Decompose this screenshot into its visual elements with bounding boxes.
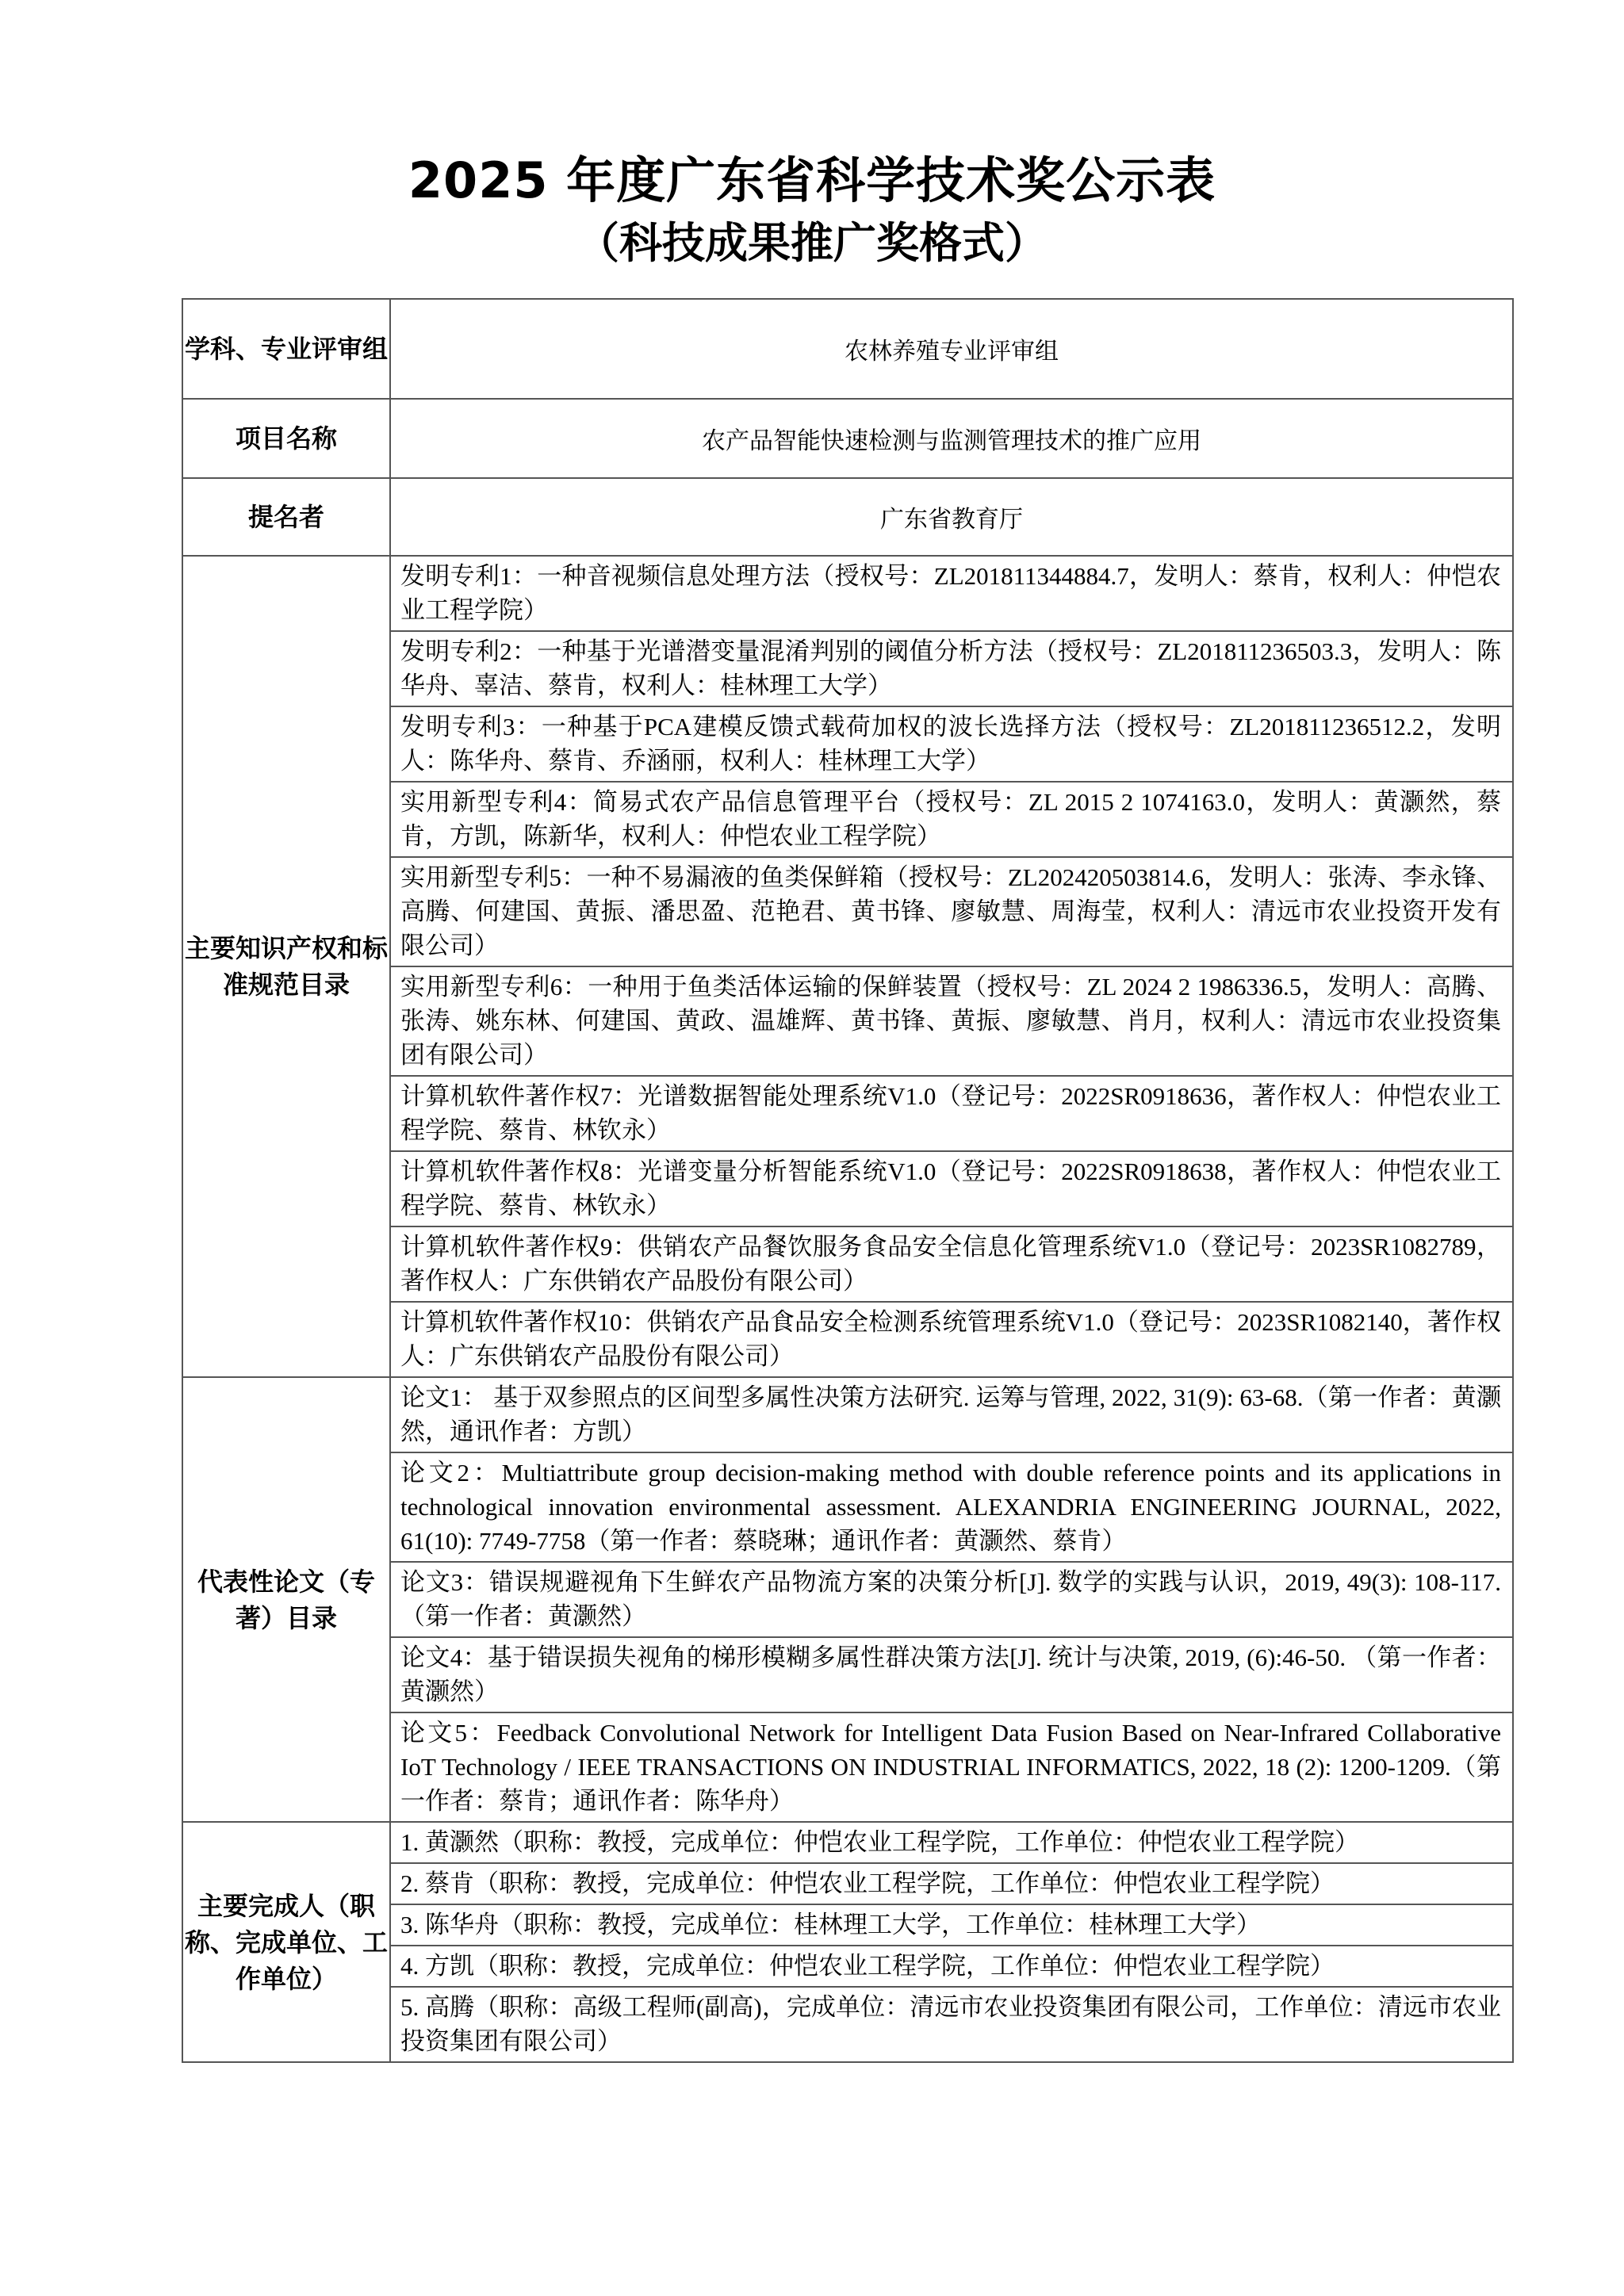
- paper-item: 论文3：错误规避视角下生鲜农产品物流方案的决策分析[J]. 数学的实践与认识，2019, 49(3): 108-117.（第一作者：黄灏然）: [391, 1563, 1512, 1638]
- person-item: 4. 方凯（职称：教授，完成单位：仲恺农业工程学院，工作单位：仲恺农业工程学院）: [391, 1946, 1512, 1988]
- nominator-label: 提名者: [182, 478, 390, 556]
- project-value: 农产品智能快速检测与监测管理技术的推广应用: [390, 399, 1513, 478]
- ip-item: 实用新型专利4：简易式农产品信息管理平台（授权号：ZL 2015 2 1074163.0，发明人：黄灏然，蔡肯，方凯，陈新华，权利人：仲恺农业工程学院）: [391, 783, 1512, 858]
- ip-item: 实用新型专利5：一种不易漏液的鱼类保鲜箱（授权号：ZL202420503814.6，发明人：张涛、李永锋、高腾、何建国、黄振、潘思盈、范艳君、黄书锋、廖敏慧、周海莹，权利人：清远市农业投资开发有限公司）: [391, 858, 1512, 967]
- people-row: [182, 1822, 1513, 2062]
- page-title: 2025 年度广东省科学技术奖公示表: [408, 151, 1216, 209]
- ip-row: [182, 556, 1513, 1377]
- person-item: 2. 蔡肯（职称：教授，完成单位：仲恺农业工程学院，工作单位：仲恺农业工程学院）: [391, 1864, 1512, 1905]
- panel-label: 学科、专业评审组: [182, 299, 390, 399]
- nominator-row: [182, 478, 1513, 556]
- people-list: [390, 1822, 1513, 2062]
- paper-item: 论文2：Multiattribute group decision-making method with double reference points and its applications in technological innovation environmental assessment. ALEXANDRIA ENGINEERING JOURNAL, 2022, 61(10): 7749-7758（第一作者：蔡晓琳；通讯作者：黄灏然、蔡肯）: [391, 1453, 1512, 1563]
- person-item: 1. 黄灏然（职称：教授，完成单位：仲恺农业工程学院，工作单位：仲恺农业工程学院）: [391, 1823, 1512, 1864]
- paper-item: 论文5：Feedback Convolutional Network for Intelligent Data Fusion Based on Near-Infrared Collaborative IoT Technology / IEEE TRANSACTIONS ON INDUSTRIAL INFORMATICS, 2022, 18 (2): 1200-1209.（第一作者：蔡肯；通讯作者：陈华舟）: [400, 1719, 1501, 1815]
- ip-label: 主要知识产权和标准规范目录: [182, 556, 390, 1377]
- paper-item: 论文1： 基于双参照点的区间型多属性决策方法研究. 运筹与管理, 2022, 31(9): 63-68.（第一作者：黄灏然，通讯作者：方凯）: [391, 1378, 1512, 1453]
- paper-item: 论文4：基于错误损失视角的梯形模糊多属性群决策方法[J]. 统计与决策, 2019, (6):46-50. （第一作者：黄灏然）: [391, 1638, 1512, 1713]
- papers-label: 代表性论文（专著）目录: [182, 1377, 390, 1822]
- panel-row: [182, 299, 1513, 399]
- page-subtitle: （科技成果推广奖格式）: [576, 218, 1048, 268]
- award-table: [182, 298, 1514, 2063]
- ip-item: 计算机软件著作权8：光谱变量分析智能系统V1.0（登记号：2022SR0918638，著作权人：仲恺农业工程学院、蔡肯、林钦永）: [391, 1152, 1512, 1227]
- panel-value: 农林养殖专业评审组: [390, 299, 1513, 399]
- ip-item: 计算机软件著作权9：供销农产品餐饮服务食品安全信息化管理系统V1.0（登记号：2023SR1082789，著作权人：广东供销农产品股份有限公司）: [391, 1227, 1512, 1303]
- ip-item: 计算机软件著作权10：供销农产品食品安全检测系统管理系统V1.0（登记号：2023SR1082140，著作权人：广东供销农产品股份有限公司）: [400, 1308, 1501, 1370]
- papers-list: [390, 1377, 1513, 1822]
- nominator-value: 广东省教育厅: [390, 478, 1513, 556]
- ip-list: [390, 556, 1513, 1377]
- project-label: 项目名称: [182, 399, 390, 478]
- ip-item: 发明专利1：一种音视频信息处理方法（授权号：ZL201811344884.7，发明人：蔡肯，权利人：仲恺农业工程学院）: [391, 557, 1512, 632]
- ip-item: 计算机软件著作权7：光谱数据智能处理系统V1.0（登记号：2022SR0918636，著作权人：仲恺农业工程学院、蔡肯、林钦永）: [391, 1077, 1512, 1152]
- ip-item: 实用新型专利6：一种用于鱼类活体运输的保鲜装置（授权号：ZL 2024 2 1986336.5，发明人：高腾、张涛、姚东林、何建国、黄政、温雄辉、黄书锋、黄振、廖敏慧、肖月，权利人：清远市农业投资集团有限公司）: [391, 967, 1512, 1077]
- ip-item: 发明专利3：一种基于PCA建模反馈式载荷加权的波长选择方法（授权号：ZL201811236512.2，发明人：陈华舟、蔡肯、乔涵丽，权利人：桂林理工大学）: [391, 707, 1512, 783]
- ip-item: 发明专利2：一种基于光谱潜变量混淆判别的阈值分析方法（授权号：ZL201811236503.3，发明人：陈华舟、辜洁、蔡肯，权利人：桂林理工大学）: [391, 632, 1512, 707]
- person-item: 3. 陈华舟（职称：教授，完成单位：桂林理工大学，工作单位：桂林理工大学）: [391, 1905, 1512, 1946]
- person-item: 5. 高腾（职称：高级工程师(副高)，完成单位：清远市农业投资集团有限公司，工作单位：清远市农业投资集团有限公司）: [400, 1993, 1501, 2055]
- papers-row: [182, 1377, 1513, 1822]
- project-row: [182, 399, 1513, 478]
- people-label: 主要完成人（职称、完成单位、工作单位）: [182, 1822, 390, 2062]
